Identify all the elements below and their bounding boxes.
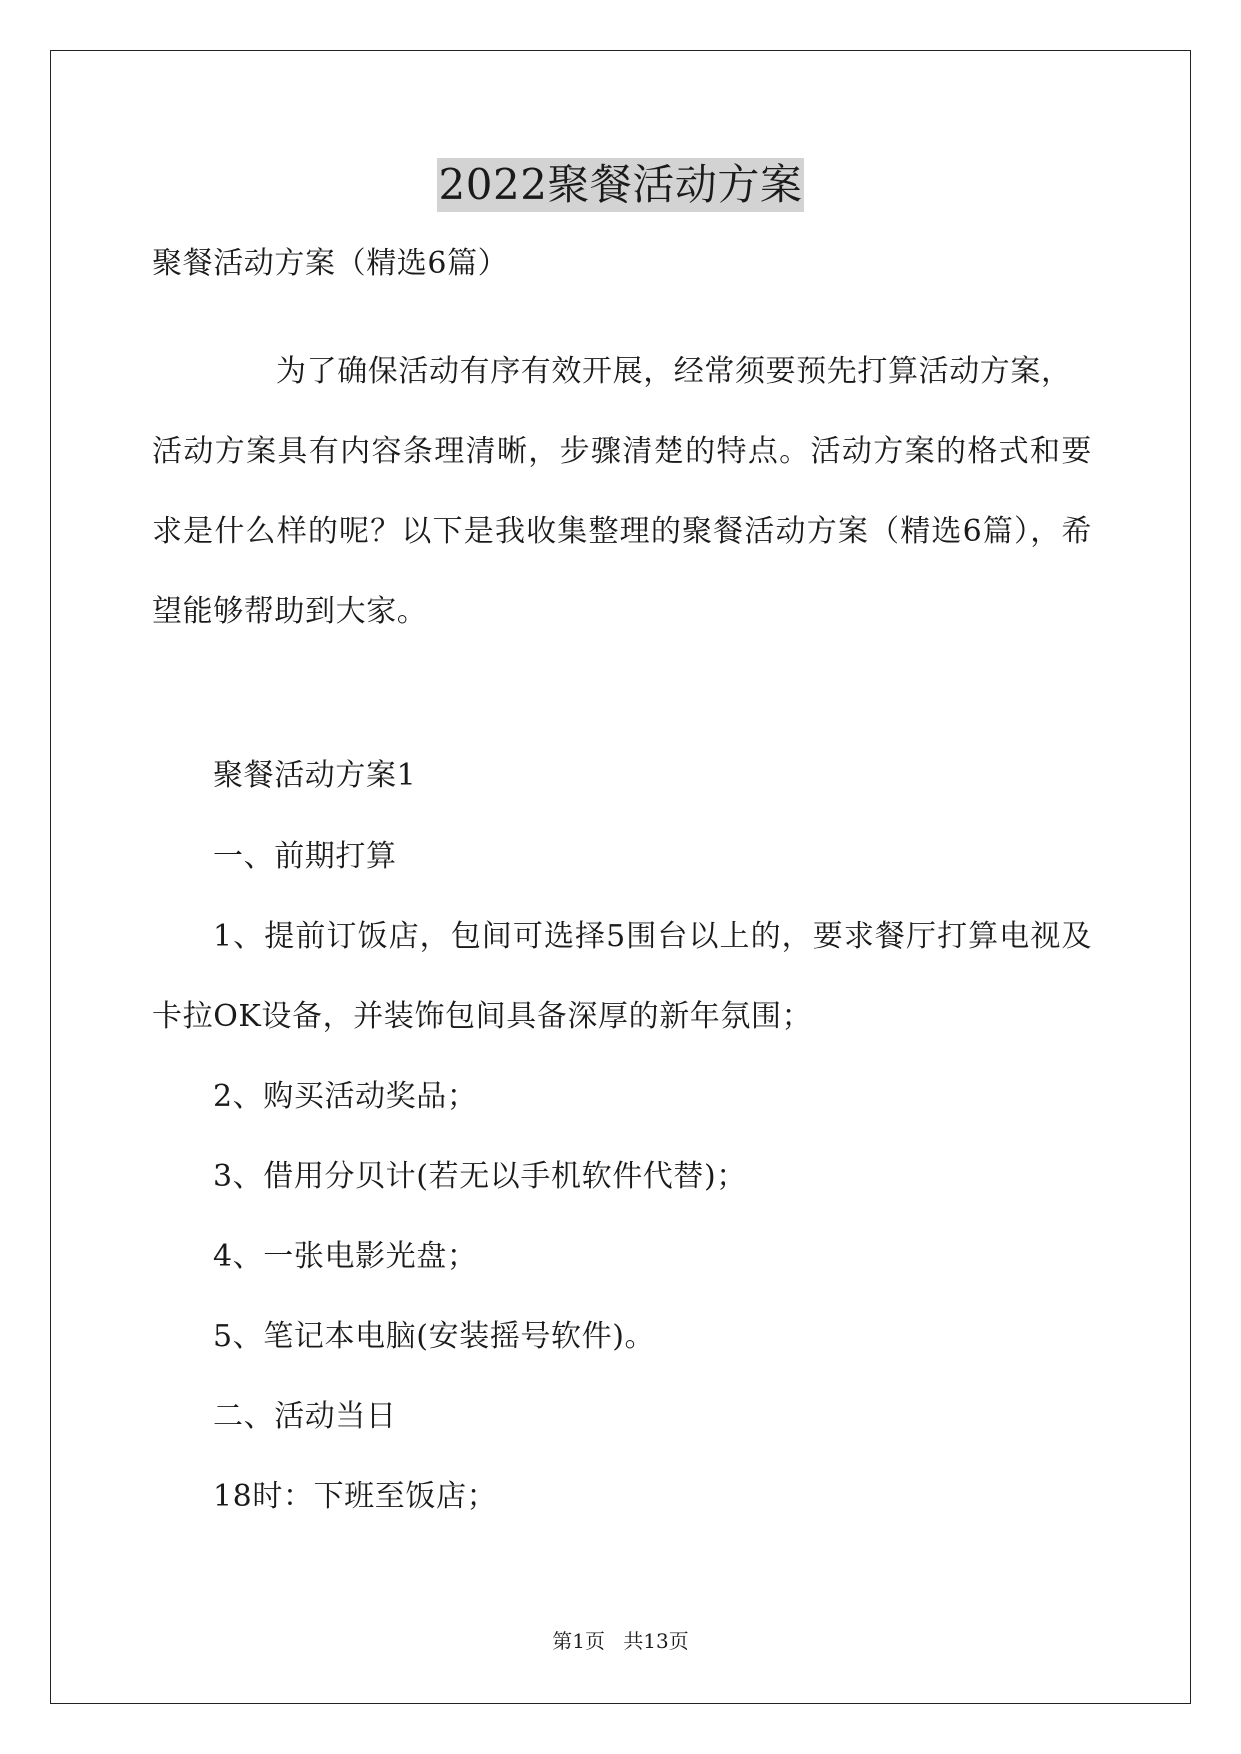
document-title: 2022聚餐活动方案: [437, 158, 805, 212]
part1-heading: 一、前期打算: [213, 839, 397, 874]
document-subtitle: 聚餐活动方案（精选6篇）: [152, 246, 509, 281]
intro-line-1: 为了确保活动有序有效开展，经常须要预先打算活动方案，: [276, 354, 1072, 389]
page-border: [50, 50, 1191, 1704]
item4: 4、一张电影光盘；: [213, 1239, 478, 1274]
intro-line-4: 望能够帮助到大家。: [152, 594, 428, 629]
page-total: 共13页: [623, 1629, 689, 1653]
page-footer: [0, 1628, 1241, 1654]
item1-line-2: 卡拉OK设备，并装饰包间具备深厚的新年氛围；: [152, 999, 813, 1034]
item1-line-1: 1、提前订饭店，包间可选择5围台以上的，要求餐厅打算电视及: [213, 919, 1092, 954]
item2: 2、购买活动奖品；: [213, 1079, 478, 1114]
item6: 18时：下班至饭店；: [213, 1479, 498, 1514]
title-wrap: [0, 158, 1241, 212]
page-number: 第1页: [552, 1629, 605, 1653]
intro-line-3: 求是什么样的呢？以下是我收集整理的聚餐活动方案（精选6篇），希: [152, 514, 1092, 549]
intro-line-2: 活动方案具有内容条理清晰，步骤清楚的特点。活动方案的格式和要: [152, 434, 1092, 469]
section-title: 聚餐活动方案1: [213, 758, 417, 793]
part2-heading: 二、活动当日: [213, 1399, 397, 1434]
item3: 3、借用分贝计(若无以手机软件代替)；: [213, 1159, 747, 1194]
item5: 5、笔记本电脑(安装摇号软件)。: [213, 1319, 656, 1354]
